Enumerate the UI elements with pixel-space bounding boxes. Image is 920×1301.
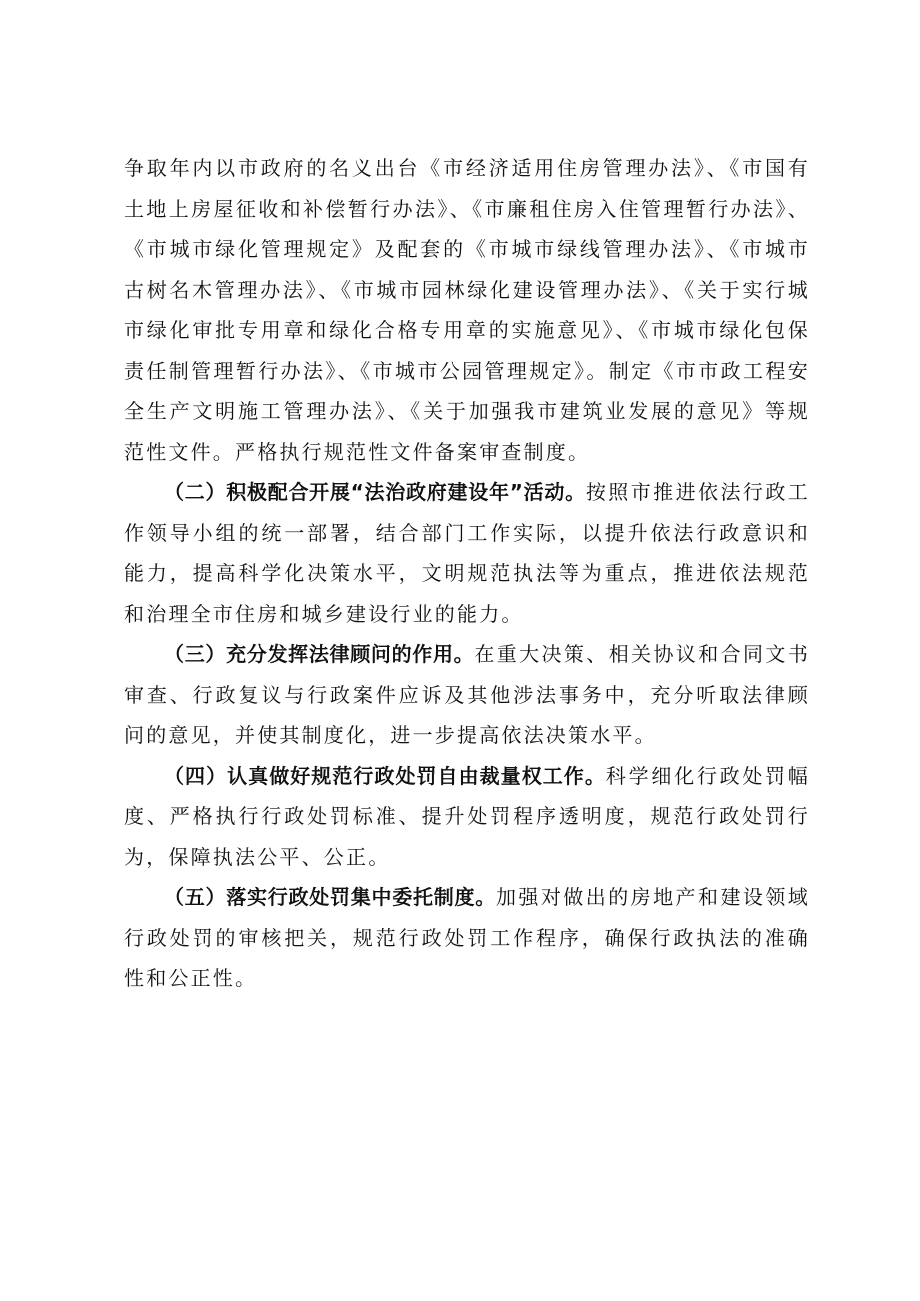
section-heading: （二）积极配合开展“法治政府建设年”活动。 — [164, 480, 586, 504]
paragraph-text: 在重大决策、相关协议和合同文书审查、行政复议与行政案件应诉及其他涉法事务中，充分听取法律顾问的意见，并使其制度化，进一步提高依法决策水平。 — [124, 642, 811, 747]
paragraph-text: 按照市推进依法行政工作领导小组的统一部署，结合部门工作实际，以提升依法行政意识和能力，提高科学化决策水平，文明规范执法等为重点，推进依法规范和治理全市住房和城乡建设行业的能力。 — [124, 480, 811, 626]
paragraph-regulations — [124, 148, 810, 472]
paragraph-text: 加强对做出的房地产和建设领域行政处罚的审核把关，规范行政处罚工作程序，确保行政执法的准确性和公正性。 — [124, 885, 810, 990]
paragraph-discretion — [124, 756, 810, 878]
section-heading: （三）充分发挥法律顾问的作用。 — [164, 642, 475, 666]
paragraph-delegation — [124, 877, 810, 999]
section-heading: （五）落实行政处罚集中委托制度。 — [164, 885, 496, 909]
paragraph-rule-of-law-year — [124, 472, 810, 634]
document-body — [124, 148, 810, 999]
section-heading: （四）认真做好规范行政处罚自由裁量权工作。 — [164, 763, 606, 788]
paragraph-text: 科学细化行政处罚幅度、严格执行行政处罚标准、提升处罚程序透明度，规范行政处罚行为，保障执法公平、公正。 — [124, 763, 811, 869]
paragraph-text: 争取年内以市政府的名义出台《市经济适用住房管理办法》、《市国有土地上房屋征收和补偿暂行办法》、《市廉租住房入住管理暂行办法》、《市城市绿化管理规定》及配套的《市城市绿线管理办法》、《市城市古树名木管理办法》、《市城市园林绿化建设管理办法》、《关于实行城市绿化审批专用章和绿化合格专用章的实施意见》、《市城市绿化包保责任制管理暂行办法》、《市城市公园管理规定》。制定《市市政工程安全生产文明施工管理办法》、《关于加强我市建筑业发展的意见》等规范性文件。严格执行规范性文件备案审查制度。 — [124, 156, 810, 464]
paragraph-legal-counsel — [124, 634, 810, 756]
